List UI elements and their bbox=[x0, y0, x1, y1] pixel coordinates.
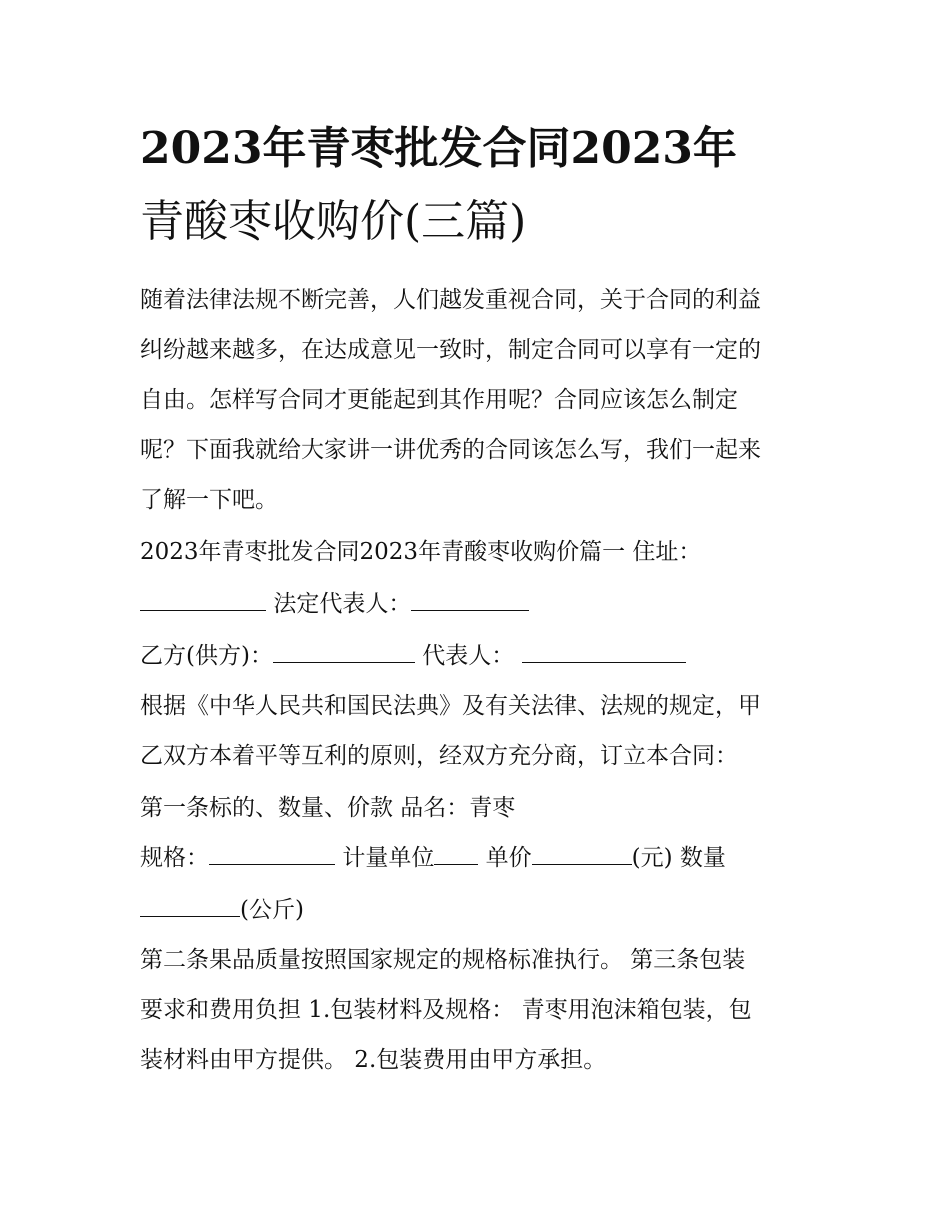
article-2-line-1: 第二条果品质量按照国家规定的规格标准执行。 第三条包装 bbox=[140, 947, 746, 973]
basis-line-2: 乙双方本着平等互利的原则，经双方充分商，订立本合同： bbox=[140, 743, 738, 769]
intro-line-4: 呢？下面我就给大家讲一讲优秀的合同该怎么写，我们一起来 bbox=[140, 437, 761, 463]
party-b-line bbox=[140, 640, 686, 672]
unit-label: 计量单位 bbox=[342, 845, 435, 871]
legal-rep-label: 法定代表人： bbox=[273, 591, 412, 617]
document-title bbox=[140, 112, 820, 258]
intro-line-2: 纠纷越来越多，在达成意见一致时，制定合同可以享有一定的 bbox=[140, 337, 761, 363]
article-1: 第一条标的、数量、价款 品名：青枣 bbox=[140, 795, 516, 821]
spec-line bbox=[140, 842, 726, 874]
article-2-line-3: 装材料由甲方提供。 2.包装费用由甲方承担。 bbox=[140, 1047, 607, 1073]
address-line bbox=[140, 588, 529, 620]
rep-blank bbox=[522, 640, 686, 663]
basis-line-1: 根据《中华人民共和国民法典》及有关法律、法规的规定，甲 bbox=[140, 693, 761, 719]
intro-line-1: 随着法律法规不断完善，人们越发重视合同，关于合同的利益 bbox=[140, 287, 761, 313]
unit-blank bbox=[434, 842, 478, 865]
legal-rep-blank bbox=[411, 588, 529, 611]
section-heading: 2023年青枣批发合同2023年青酸枣收购价篇一 住址： bbox=[140, 539, 702, 565]
yuan-label: (元) 数量 bbox=[631, 845, 726, 871]
price-blank bbox=[532, 842, 632, 865]
kg-label: (公斤) bbox=[240, 897, 304, 923]
title-line-1: 2023年青枣批发合同2023年 bbox=[140, 123, 737, 174]
spec-blank bbox=[209, 842, 335, 865]
rep-label: 代表人： bbox=[422, 643, 515, 669]
party-b-label: 乙方(供方)： bbox=[140, 643, 273, 669]
intro-line-5: 了解一下吧。 bbox=[140, 487, 278, 513]
address-blank bbox=[140, 588, 266, 611]
spec-label: 规格： bbox=[140, 845, 209, 871]
intro-line-3: 自由。怎样写合同才更能起到其作用呢？合同应该怎么制定 bbox=[140, 387, 738, 413]
quantity-line bbox=[140, 894, 304, 926]
title-line-2: 青酸枣收购价(三篇) bbox=[140, 196, 527, 247]
party-b-blank bbox=[273, 640, 415, 663]
price-label: 单价 bbox=[485, 845, 532, 871]
quantity-blank bbox=[140, 894, 240, 917]
article-2-line-2: 要求和费用负担 1.包装材料及规格： 青枣用泡沫箱包装，包 bbox=[140, 997, 752, 1023]
